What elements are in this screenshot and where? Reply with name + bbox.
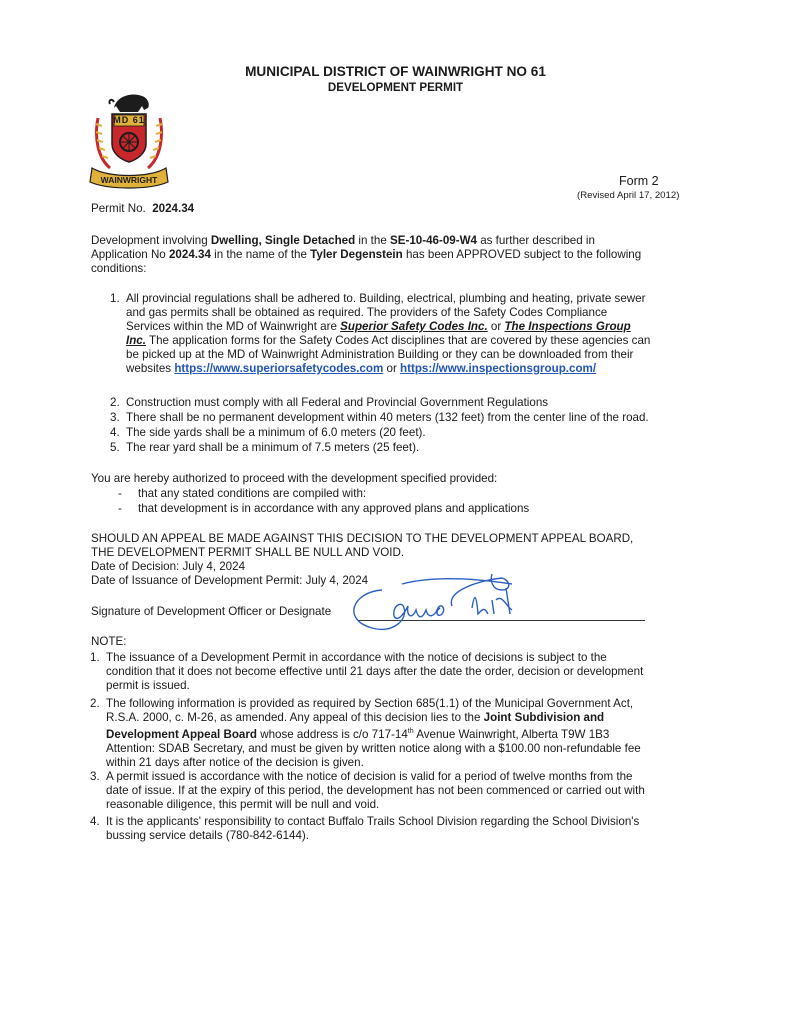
date-of-decision: Date of Decision: July 4, 2024 (91, 560, 246, 573)
condition-3: 3. There shall be no permanent development within 40 meters (132 feet) from the center line of the road. (110, 411, 649, 424)
logo-text-bottom: WAINWRIGHT (100, 175, 158, 185)
signature-label: Signature of Development Officer or Designate (91, 605, 332, 618)
note-1: 1. The issuance of a Development Permit in accordance with the notice of decisions is subject to the condition that it does not become effective until 21 days after the date the order, decision or development permit is issued. (90, 651, 644, 692)
officer-signature (342, 570, 542, 640)
inspections-group-link[interactable]: https://www.inspectionsgroup.com/ (400, 362, 597, 375)
intro-paragraph: Development involving Dwelling, Single Detached in the SE-10-46-09-W4 as further described in Application No 2024.34 in the name of the Tyler Degenstein has been APPROVED subject to the following conditions: (91, 234, 642, 275)
authorization-item-2: that development is in accordance with any approved plans and applications (138, 502, 530, 515)
date-of-issuance: Date of Issuance of Development Permit: July 4, 2024 (91, 574, 369, 587)
appeal-warning-line-1: SHOULD AN APPEAL BE MADE AGAINST THIS DECISION TO THE DEVELOPMENT APPEAL BOARD, (91, 532, 634, 545)
bullet-dash: - (118, 502, 122, 515)
authorization-item-1: that any stated conditions are compiled with: (138, 487, 367, 500)
authorization-lead: You are hereby authorized to proceed with the development specified provided: (91, 472, 498, 485)
condition-1: 1. All provincial regulations shall be adhered to. Building, electrical, plumbing and heating, private sewer and gas permits shall be obtained as required. The providers of the Safety Codes Compliance Services within the MD of Wainwright are Superior Safety Codes Inc. or The Inspections Group Inc. The application forms for the Safety Codes Act disciplines that are covered by these agencies can be picked up at the MD of Wainwright Administration Building or they can be downloaded from their websites https://www.superiorsafetycodes.com or https://www.inspectionsgroup.com/ (110, 292, 651, 375)
notes-heading: NOTE: (91, 635, 127, 648)
bullet-dash: - (118, 487, 122, 500)
condition-5: 5. The rear yard shall be a minimum of 7.5 meters (25 feet). (110, 441, 420, 454)
note-3: 3. A permit issued is accordance with the notice of decision is valid for a period of twelve months from the date of issue. If at the expiry of this period, the development has not been commenced or carried out with reasonable diligence, this permit will be null and void. (90, 770, 645, 811)
superior-safety-codes-name: Superior Safety Codes Inc. (340, 320, 488, 333)
document-title: DEVELOPMENT PERMIT (327, 81, 464, 94)
form-number: Form 2 (619, 174, 659, 188)
note-2: 2. The following information is provided as required by Section 685(1.1) of the Municipal Government Act, R.S.A. 2000, c. M-26, as amended. Any appeal of this decision lies to the Joint Subdivision and Development Appeal Board whose address is c/o 717-14th Avenue Wainwright, Alberta T9W 1B3 Attention: SDAB Secretary, and must be given by written notice along with a $100.00 non-refundable fee within 21 days after notice of the decision is given. (90, 697, 641, 769)
logo-text-top: MD 61 (113, 115, 145, 125)
note-4: 4. It is the applicants' responsibility to contact Buffalo Trails School Division regarding the School Division's bussing service details (780-842-6144). (90, 815, 640, 842)
form-revised-date: (Revised April 17, 2012) (577, 190, 680, 201)
permit-number: Permit No. 2024.34 (91, 202, 195, 215)
org-title: MUNICIPAL DISTRICT OF WAINWRIGHT NO 61 (245, 64, 546, 79)
inspections-group-name: The Inspections Group (504, 320, 631, 333)
appeal-warning-line-2: THE DEVELOPMENT PERMIT SHALL BE NULL AND VOID. (91, 546, 405, 559)
superior-safety-codes-link[interactable]: https://www.superiorsafetycodes.com (174, 362, 384, 375)
condition-2: 2. Construction must comply with all Federal and Provincial Government Regulations (110, 396, 549, 409)
condition-4: 4. The side yards shall be a minimum of 6.0 meters (20 feet). (110, 426, 426, 439)
